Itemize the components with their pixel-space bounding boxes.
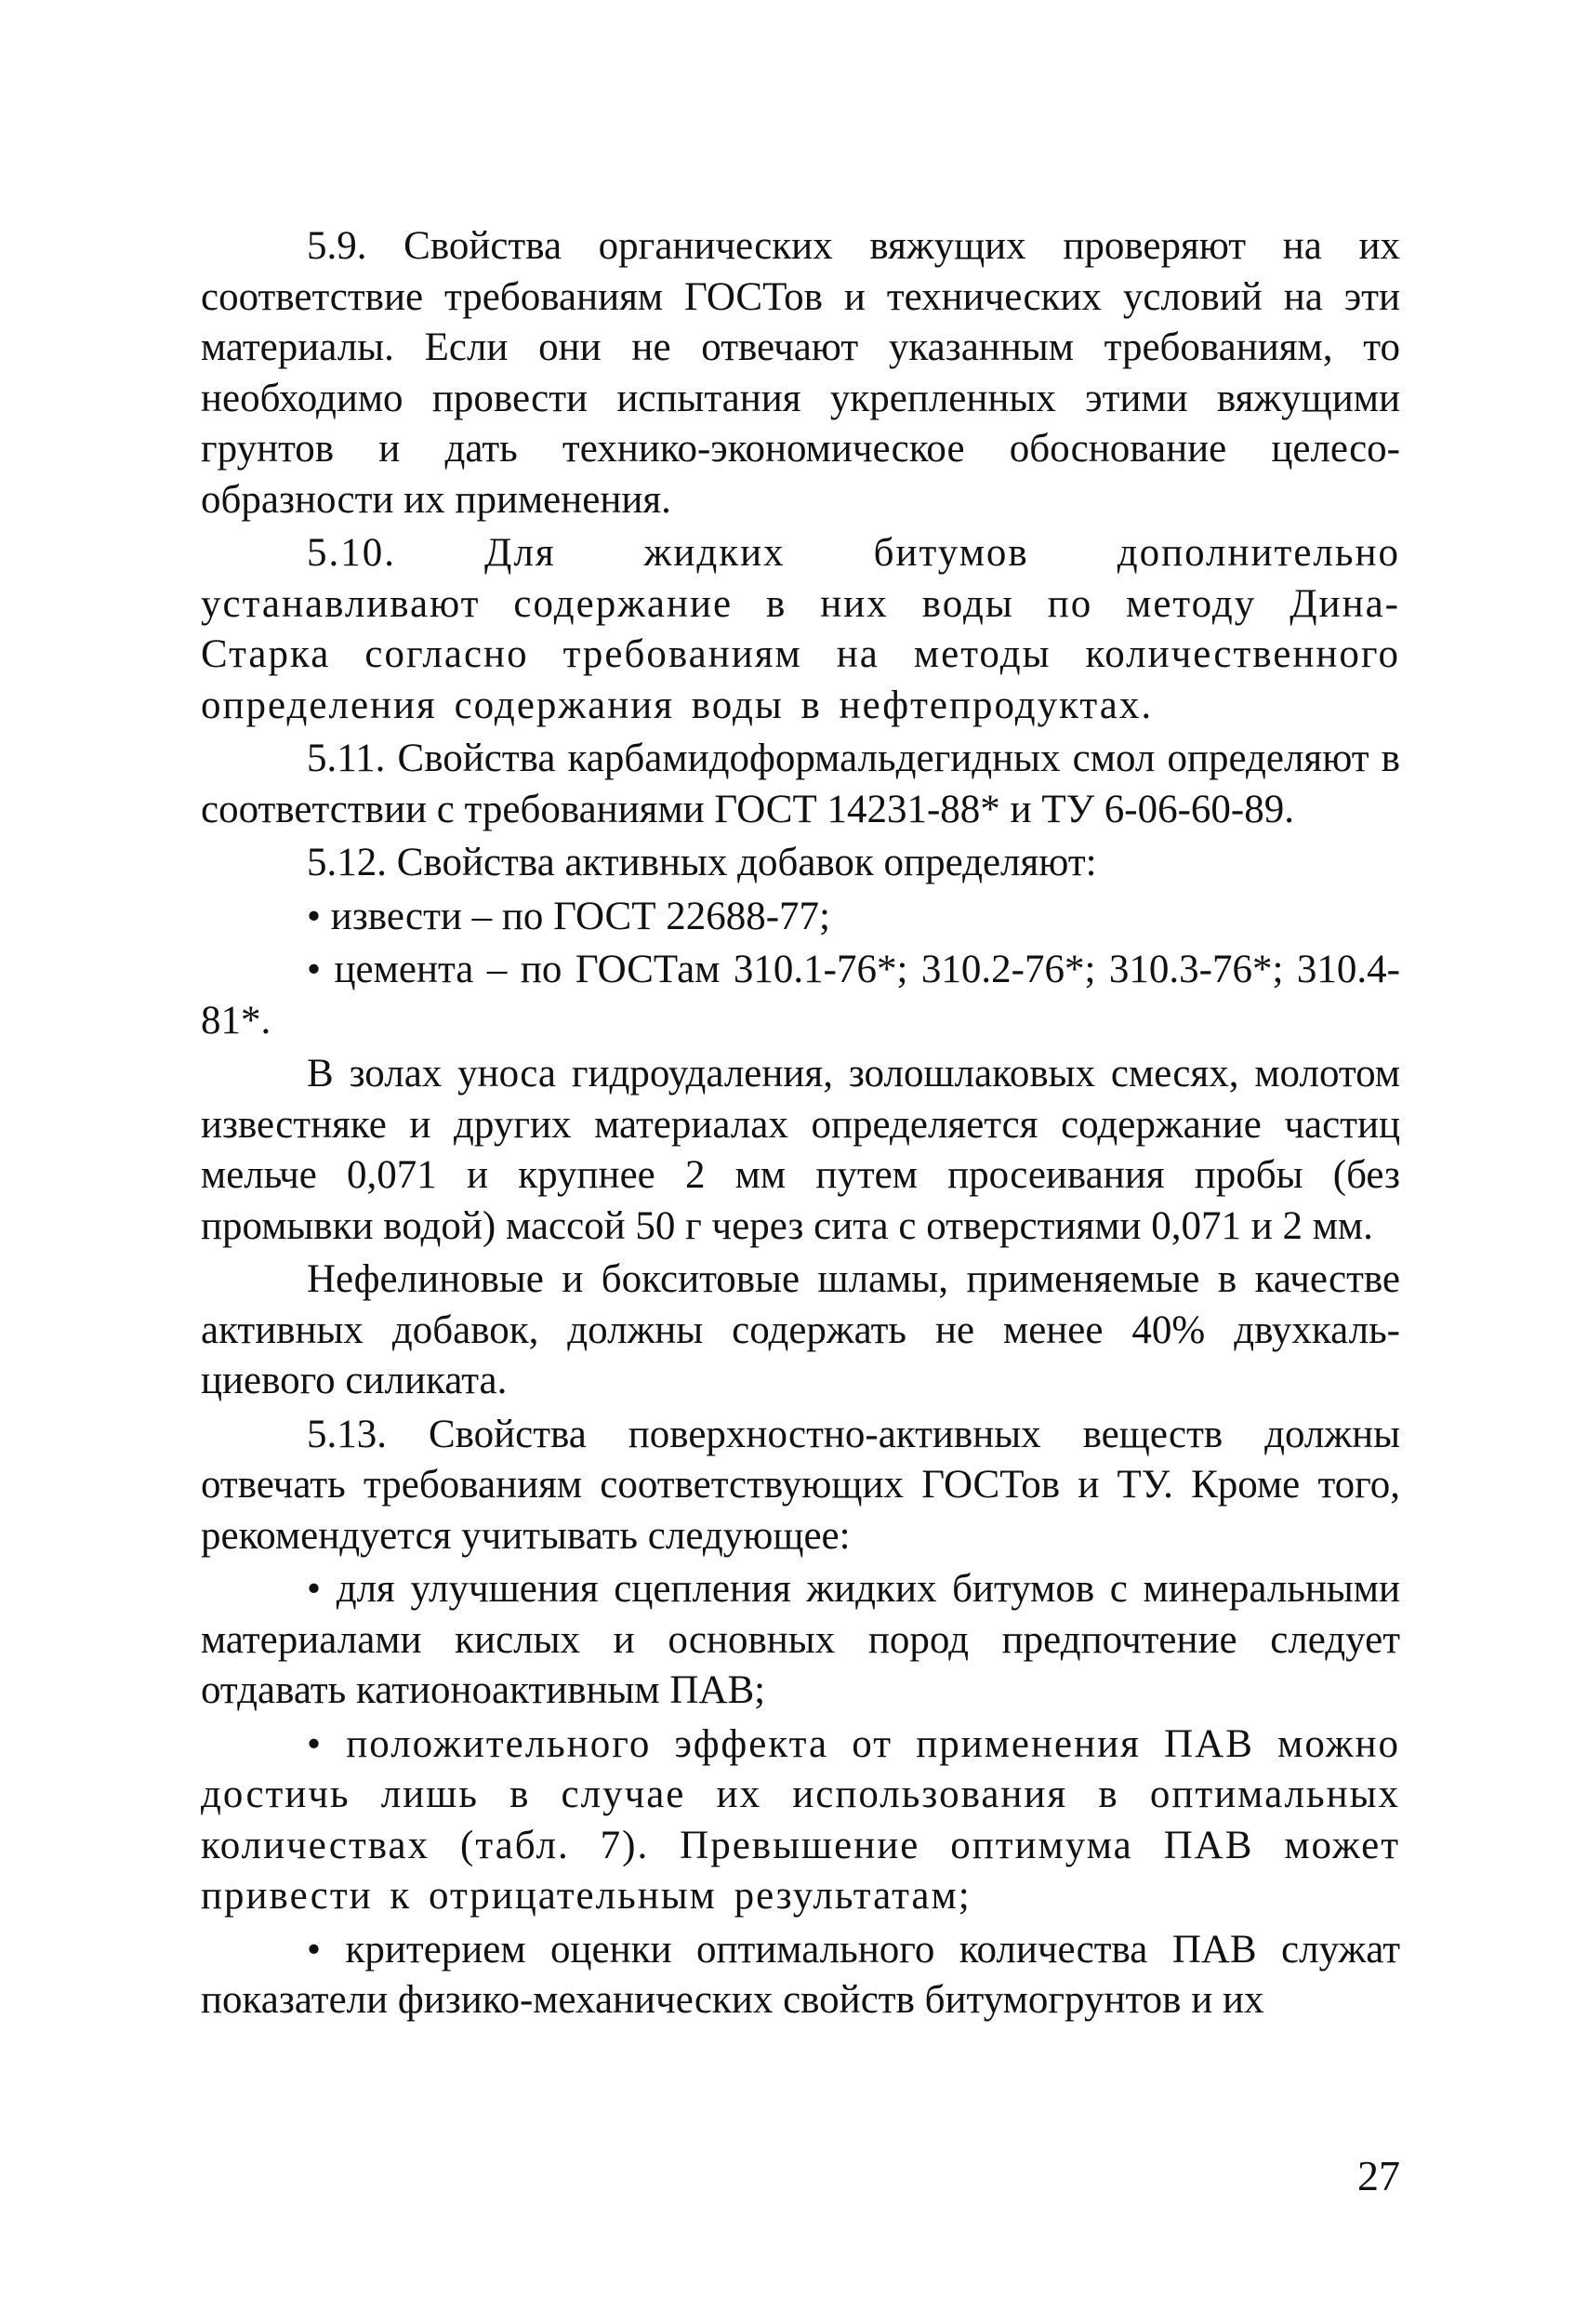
paragraph-5-11: 5.11. Свойства карбамидоформальдегидных смол определяют в соответствии с требованиями ГОСТ 14231-88* и ТУ 6-06-60-89. [201,737,1400,831]
bullet-optimal-quantity: • положительного эффекта от применения ПАВ можно достичь лишь в случае их использования в оптимальных количествах (табл. 7). Превышение оптимума ПАВ может привести к отрицательным результатам; [201,1721,1400,1918]
paragraph-5-13: 5.13. Свойства поверхностно-активных веществ должны отвечать требованиям соответствующих ГОСТов и ТУ. Кроме того, рекомендуется учитывать следующее: [201,1412,1400,1558]
paragraph-5-9: 5.9. Свойства органических вяжущих проверяют на их соответствие требованиям ГОСТов и технических условий на эти материалы. Если они не отвечают указанным требованиям, то необходимо провести испытания укрепленных этими вяжущими грунтов и дать технико-экономическое обоснование целесо-образности их применения. [201,224,1400,522]
bullet-cement: • цемента – по ГОСТам 310.1-76*; 310.2-76*; 310.3-76*; 310.4-81*. [201,948,1400,1042]
paragraph-5-10: 5.10. Для жидких битумов дополнительно устанавливают содержание в них воды по методу Дина-Старка согласно требованиям на методы количественного определения содержания воды в нефтепродуктах. [201,531,1400,727]
page-number: 27 [1357,2152,1400,2199]
bullet-adhesion: • для улучшения сцепления жидких битумов с минеральными материалами кислых и основных пород предпочтение следует отдавать катионоактивным ПАВ; [201,1567,1400,1712]
bullet-lime: • извести – по ГОСТ 22688-77; [307,894,830,938]
paragraph-fly-ash: В золах уноса гидроудаления, золошлаковых смесях, молотом известняке и других материалах определяется содержание частиц мельче 0,071 и крупнее 2 мм путем просеивания пробы (без промывки водой) массой 50 г через сита с отверстиями 0,071 и 2 мм. [201,1052,1400,1248]
body-text [201,221,1400,2029]
paragraph-sludge: Нефелиновые и бокситовые шламы, применяемые в качестве активных добавок, должны содержать не менее 40% двухкаль-циевого силиката. [201,1257,1400,1402]
bullet-criterion: • критерием оценки оптимального количества ПАВ служат показатели физико-механических свойств битумогрунтов и их [201,1927,1400,2022]
paragraph-5-12: 5.12. Свойства активных добавок определяют: [307,841,1097,884]
